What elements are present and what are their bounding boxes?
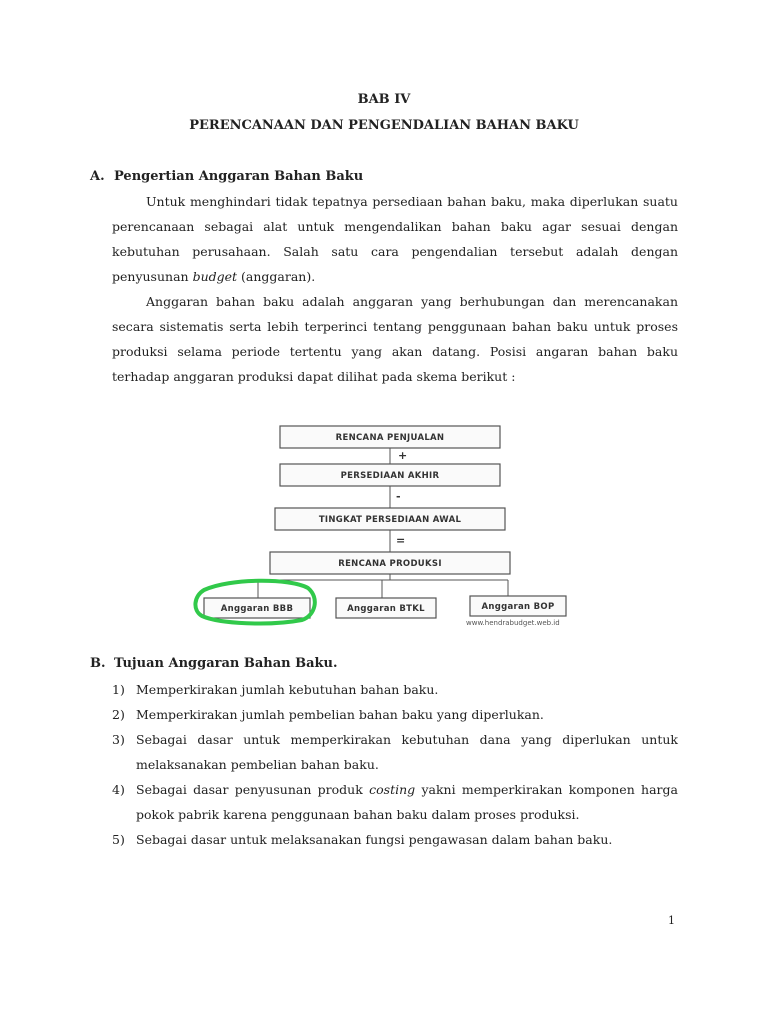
list-item-number: 5)	[112, 832, 125, 847]
page-number: 1	[668, 914, 675, 927]
section-b-heading	[90, 656, 338, 671]
diagram-box-sales-plan-label: RENCANA PENJUALAN	[335, 433, 445, 443]
list-item-number: 2)	[112, 707, 125, 722]
section-b-marker: B.	[90, 656, 106, 671]
section-b-title: Tujuan Anggaran Bahan Baku.	[114, 656, 338, 671]
list-item	[112, 777, 678, 827]
list-item-text: Sebagai dasar penyusunan produk	[136, 782, 370, 797]
list-item-text: Sebagai dasar untuk melaksanakan fungsi pengawasan dalam bahan baku.	[136, 832, 613, 847]
diagram-leaf-bop-label: Anggaran BOP	[481, 602, 555, 612]
list-item-text: Memperkirakan jumlah kebutuhan bahan baku.	[136, 682, 439, 697]
diagram-box-beginning-inventory-label: TINGKAT PERSEDIAAN AWAL	[318, 515, 462, 525]
section-a-marker: A.	[90, 169, 105, 184]
diagram-source-url: www.hendrabudget.web.id	[466, 619, 560, 627]
paragraph-1-italic-term: budget	[192, 269, 238, 284]
section-a-paragraph-2: Anggaran bahan baku adalah anggaran yang berhubungan dan merencanakan secara sistematis serta lebih terperinci tentang penggunaan bahan baku untuk proses produksi selama periode tertentu yang akan datang. Posisi angaran bahan baku terhadap anggaran produksi dapat dilihat pada skema berikut :	[112, 294, 678, 384]
chapter-title: PERENCANAAN DAN PENGENDALIAN BAHAN BAKU	[189, 118, 579, 133]
list-item-number: 1)	[112, 682, 125, 697]
diagram-box-production-plan-label: RENCANA PRODUKSI	[338, 559, 442, 569]
objectives-list	[112, 677, 678, 852]
diagram-operator-plus: +	[398, 449, 408, 462]
list-item	[112, 702, 678, 727]
diagram-operator-minus: -	[396, 490, 401, 503]
paragraph-1-text: Untuk menghindari tidak tepatnya persediaan bahan baku, maka diperlukan suatu perencanaan sebagai alat untuk mengendalikan bahan baku agar sesuai dengan kebutuhan perusahaan. Salah satu cara pengendalian tersebut adalah dengan penyusunan	[112, 194, 678, 284]
chapter-label: BAB IV	[357, 92, 411, 107]
list-item-text-end: yakni memperkirakan komponen harga pokok pabrik karena penggunaan bahan baku dalam proses produksi.	[136, 782, 678, 822]
list-item	[112, 827, 678, 852]
list-item-text: Sebagai dasar untuk memperkirakan kebutuhan dana yang diperlukan untuk melaksanakan pembelian bahan baku.	[136, 732, 678, 772]
diagram-operator-equals: =	[396, 534, 406, 547]
diagram-leaf-btkl-label: Anggaran BTKL	[347, 604, 425, 614]
production-budget-diagram	[190, 398, 590, 630]
section-a-title: Pengertian Anggaran Bahan Baku	[114, 169, 364, 184]
paragraph-1-text-end: (anggaran).	[237, 269, 316, 284]
list-item-number: 4)	[112, 782, 125, 797]
section-a-heading	[90, 169, 363, 184]
list-item	[112, 677, 678, 702]
list-item-italic-term: costing	[369, 782, 416, 797]
diagram-box-ending-inventory-label: PERSEDIAAN AKHIR	[340, 471, 440, 481]
list-item	[112, 727, 678, 777]
list-item-text: Memperkirakan jumlah pembelian bahan baku yang diperlukan.	[136, 707, 544, 722]
section-a-paragraph-1	[112, 189, 678, 289]
list-item-number: 3)	[112, 732, 125, 747]
diagram-leaf-bbb-label: Anggaran BBB	[220, 604, 294, 614]
